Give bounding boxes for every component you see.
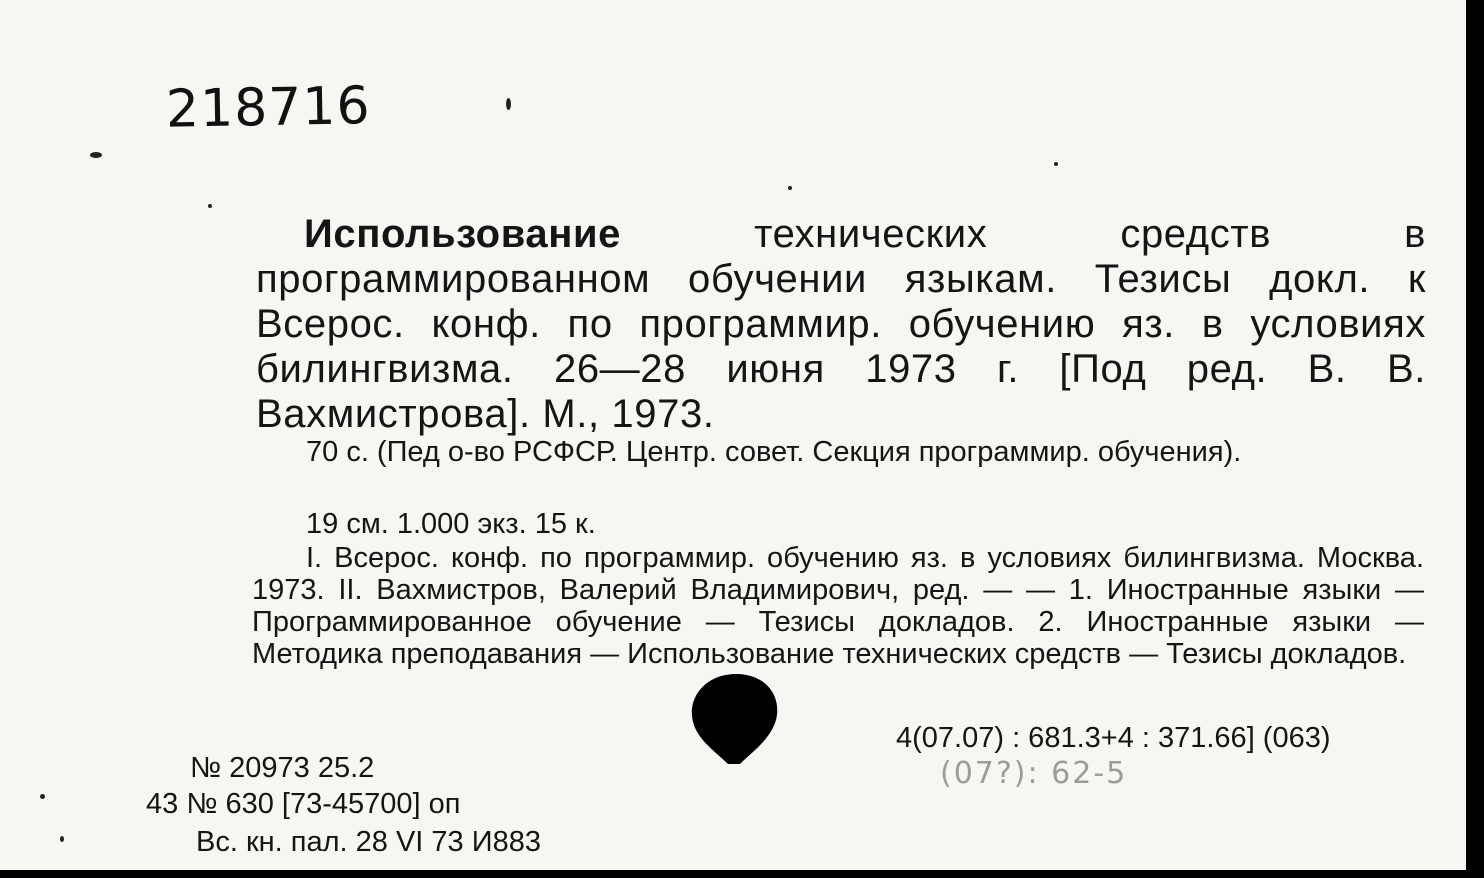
title-statement	[256, 212, 1426, 437]
classification-index: 4(07.07) : 681.3+4 : 371.66] (063)	[896, 722, 1331, 754]
scan-edge-bottom	[0, 870, 1484, 878]
speck-mark	[788, 186, 792, 190]
title-bold-heading: Использование	[304, 212, 622, 256]
size-price-line: 19 см. 1.000 экз. 15 к.	[306, 508, 596, 540]
footer-line-3: Вс. кн. пал. 28 VI 73 И883	[196, 826, 541, 858]
collation-line: 70 с. (Пед о-во РСФСР. Центр. совет. Секция программир. обучения).	[306, 436, 1242, 468]
scan-edge-right	[1466, 0, 1484, 878]
title-text: технических средств в программированном обучении языкам. Тезисы докл. к Всерос. конф. по программир. обучению яз. в условиях билингвизма. 26—28 июня 1973 г. [Под ред. В. В. Вахмистрова]. М., 1973.	[256, 212, 1426, 436]
speck-mark	[40, 794, 45, 799]
footer-line-2: 43 № 630 [73-45700] оп	[146, 788, 461, 820]
speck-mark	[1054, 162, 1058, 166]
pencil-note: (07?): 62-5	[940, 756, 1128, 791]
speck-mark	[208, 204, 212, 208]
speck-mark	[60, 836, 64, 842]
footer-line-1: № 20973 25.2	[190, 752, 375, 784]
tracings-paragraph: I. Всерос. конф. по программир. обучению яз. в условиях билингвизма. Москва. 1973. II. Вахмистров, Валерий Владимирович, ред. — — 1. Иностранные языки — Программированное обучение — Тезисы докладов. 2. Иностранные языки — Методика преподавания — Использование технических средств — Тезисы докладов.	[252, 542, 1424, 670]
speck-mark	[90, 152, 102, 158]
speck-mark	[506, 98, 511, 110]
handwritten-accession-number: 218716	[165, 76, 372, 140]
ink-blot	[688, 668, 784, 766]
